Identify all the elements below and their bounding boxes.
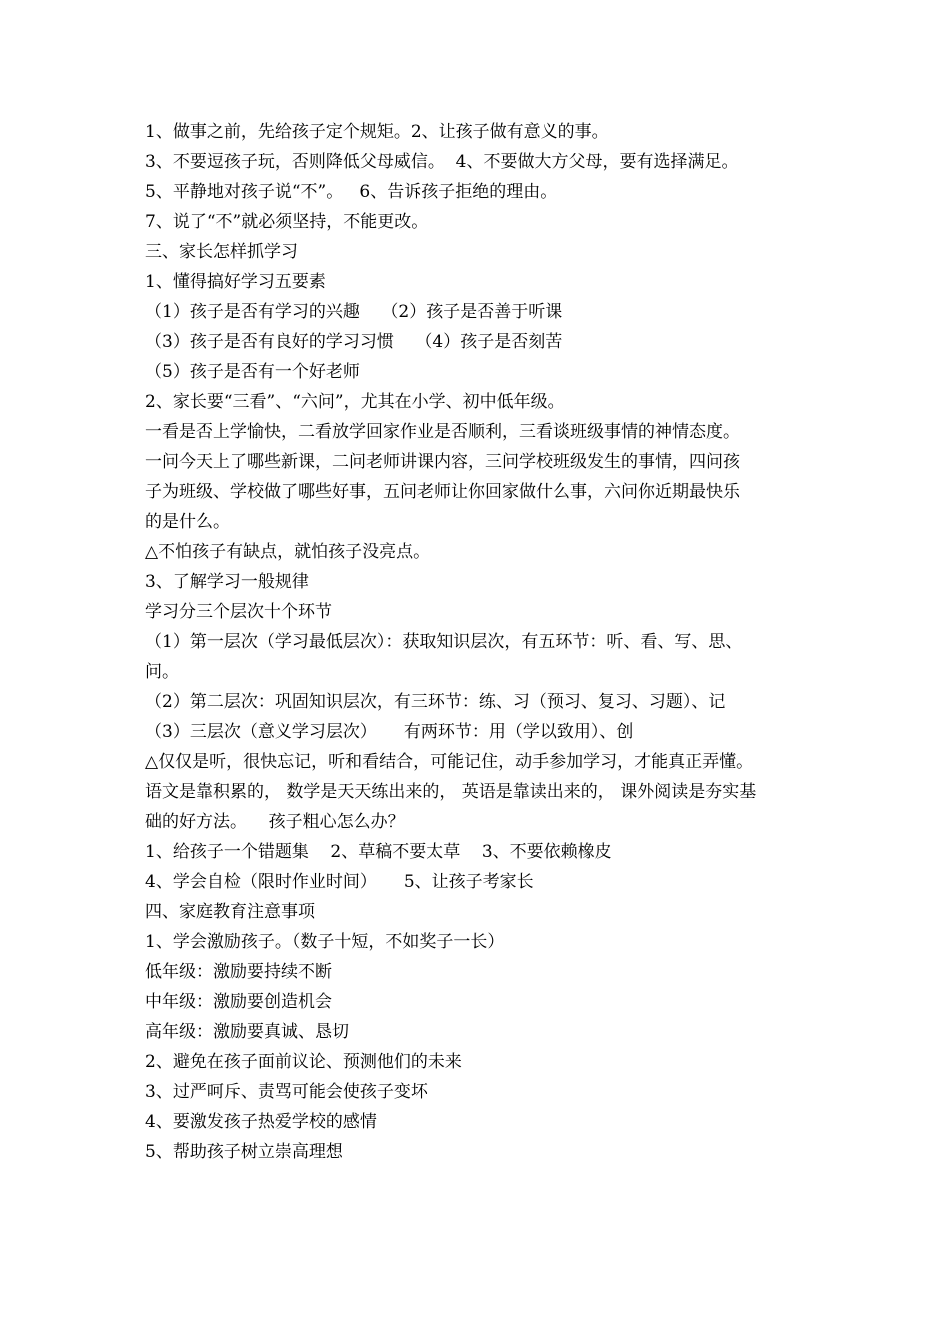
text-line-19: 问。 <box>145 662 179 682</box>
text-line-17: 学习分三个层次十个环节 <box>145 602 332 622</box>
text-line-21: （3）三层次（意义学习层次） 有两环节：用（学以致用）、创 <box>145 722 634 742</box>
text-line-28: 1、学会激励孩子。（数子十短，不如奖子一长） <box>145 932 505 952</box>
text-line-29: 低年级：激励要持续不断 <box>145 962 332 982</box>
text-line-22: △仅仅是听，很快忘记，听和看结合，可能记住，动手参加学习，才能真正弄懂。 <box>145 752 754 772</box>
text-line-8: （3）孩子是否有良好的学习习惯 （4）孩子是否刻苦 <box>145 332 563 352</box>
section-heading-4: 四、家庭教育注意事项 <box>145 902 315 922</box>
text-line-14: 的是什么。 <box>145 512 230 532</box>
text-line-25: 1、给孩子一个错题集 2、草稿不要太草 3、不要依赖橡皮 <box>145 842 612 862</box>
text-line-10: 2、家长要“三看”、“六问”，尤其在小学、初中低年级。 <box>145 392 565 412</box>
text-line-34: 4、要激发孩子热爱学校的感情 <box>145 1112 377 1132</box>
text-line-1: 1、做事之前，先给孩子定个规矩。2、让孩子做有意义的事。 <box>145 122 609 142</box>
text-line-2: 3、不要逗孩子玩，否则降低父母威信。 4、不要做大方父母，要有选择满足。 <box>145 152 739 172</box>
text-line-26: 4、学会自检（限时作业时间） 5、让孩子考家长 <box>145 872 534 892</box>
text-line-33: 3、过严呵斥、责骂可能会使孩子变坏 <box>145 1082 428 1102</box>
text-line-32: 2、避免在孩子面前议论、预测他们的未来 <box>145 1052 462 1072</box>
text-line-16: 3、了解学习一般规律 <box>145 572 309 592</box>
text-line-9: （5）孩子是否有一个好老师 <box>145 362 360 382</box>
text-line-3: 5、平静地对孩子说“不”。 6、告诉孩子拒绝的理由。 <box>145 182 558 202</box>
text-line-7: （1）孩子是否有学习的兴趣 （2）孩子是否善于听课 <box>145 302 563 322</box>
text-line-35: 5、帮助孩子树立崇高理想 <box>145 1142 343 1162</box>
text-line-20: （2）第二层次：巩固知识层次，有三环节：练、习（预习、复习、习题）、记 <box>145 692 726 712</box>
text-line-11: 一看是否上学愉快，二看放学回家作业是否顺利，三看谈班级事情的神情态度。 <box>145 422 740 442</box>
text-line-13: 子为班级、学校做了哪些好事，五问老师让你回家做什么事，六问你近期最快乐 <box>145 482 740 502</box>
document-body <box>145 117 813 1167</box>
text-line-23: 语文是靠积累的， 数学是天天练出来的， 英语是靠读出来的， 课外阅读是夯实基 <box>145 782 757 802</box>
section-heading-3: 三、家长怎样抓学习 <box>145 242 298 262</box>
text-line-31: 高年级：激励要真诚、恳切 <box>145 1022 349 1042</box>
text-line-6: 1、懂得搞好学习五要素 <box>145 272 326 292</box>
text-line-4: 7、说了“不”就必须坚持，不能更改。 <box>145 212 429 232</box>
text-line-15: △不怕孩子有缺点，就怕孩子没亮点。 <box>145 542 431 562</box>
text-line-12: 一问今天上了哪些新课，二问老师讲课内容，三问学校班级发生的事情，四问孩 <box>145 452 740 472</box>
text-line-24: 础的好方法。 孩子粗心怎么办？ <box>145 812 405 832</box>
text-line-18: （1）第一层次（学习最低层次）：获取知识层次，有五环节：听、看、写、思、 <box>145 632 743 652</box>
text-line-30: 中年级：激励要创造机会 <box>145 992 332 1012</box>
